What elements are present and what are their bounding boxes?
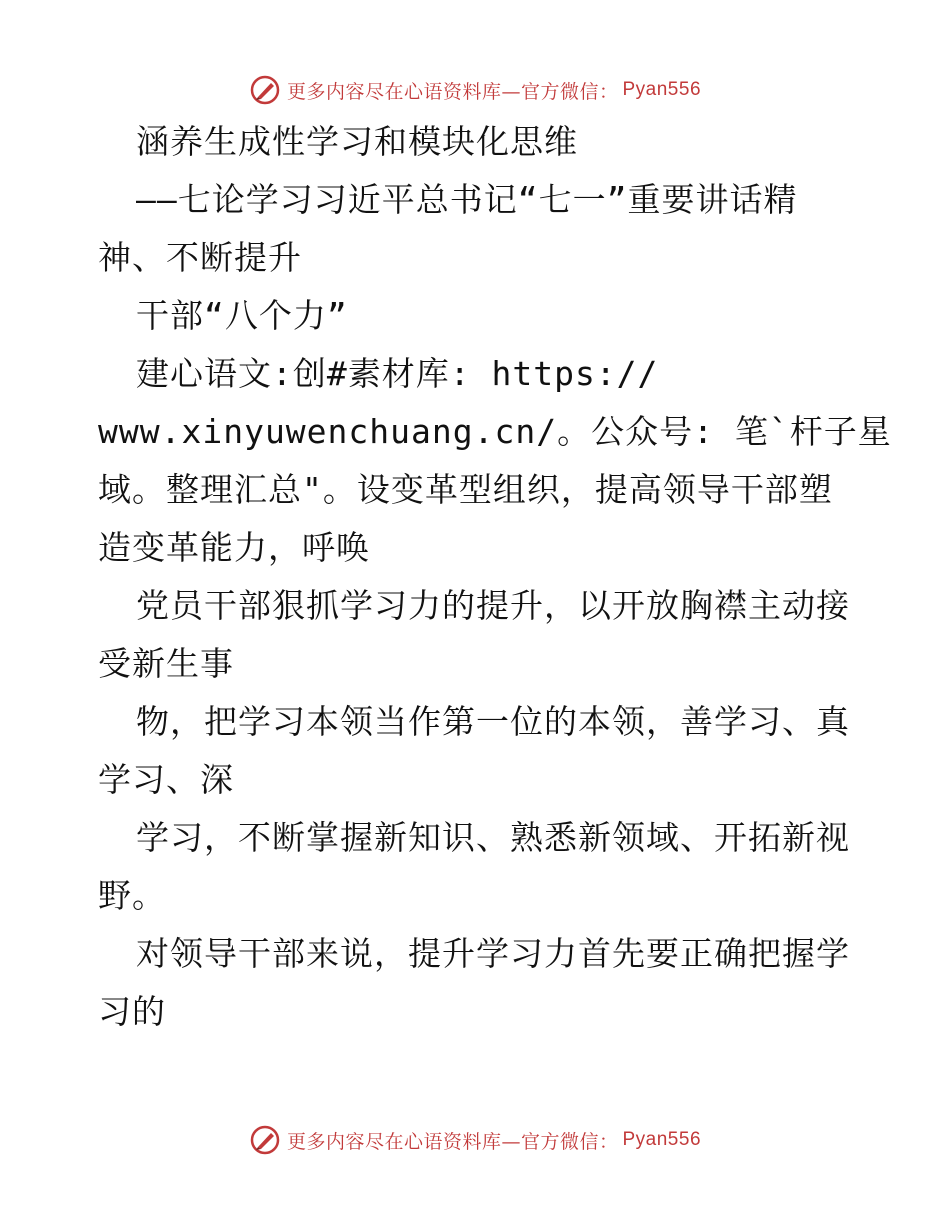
document-body bbox=[98, 113, 892, 1041]
banner-text: 更多内容尽在心语资料库—官方微信： bbox=[286, 80, 619, 103]
paragraph-line: 域。整理汇总"。设变革型组织，提高领导干部塑 bbox=[98, 470, 833, 509]
doc-subtitle-line: ——七论学习习近平总书记“七一”重要讲话精 bbox=[136, 180, 798, 219]
paragraph-line: www.xinyuwenchuang.cn/。公众号: 笔`杆子星 bbox=[98, 412, 892, 451]
paragraph-line: 物，把学习本领当作第一位的本领，善学习、真 bbox=[136, 702, 850, 741]
paragraph-line: 造变革能力，呼唤 bbox=[98, 528, 370, 567]
header-banner bbox=[0, 70, 950, 110]
paragraph-line: 党员干部狠抓学习力的提升，以开放胸襟主动接 bbox=[136, 586, 850, 625]
banner-wechat-id: Pyan556 bbox=[622, 1129, 702, 1150]
pen-logo-icon bbox=[249, 1124, 281, 1156]
footer-banner bbox=[0, 1120, 950, 1160]
pen-logo-icon bbox=[249, 74, 281, 106]
paragraph-line: 学习，不断掌握新知识、熟悉新领域、开拓新视 bbox=[136, 818, 850, 857]
paragraph-line: 野。 bbox=[98, 876, 166, 915]
paragraph-line: 对领导干部来说，提升学习力首先要正确把握学 bbox=[136, 934, 850, 973]
doc-subtitle-line: 干部“八个力” bbox=[136, 296, 348, 335]
banner-text: 更多内容尽在心语资料库—官方微信： bbox=[286, 1130, 619, 1153]
doc-title: 涵养生成性学习和模块化思维 bbox=[136, 122, 578, 161]
paragraph-line: 学习、深 bbox=[98, 760, 234, 799]
paragraph-line: 建心语文:创#素材库: https:// bbox=[136, 354, 659, 393]
paragraph-line: 习的 bbox=[98, 992, 166, 1031]
banner-wechat-id: Pyan556 bbox=[622, 79, 702, 100]
paragraph-line: 受新生事 bbox=[98, 644, 234, 683]
doc-subtitle-line: 神、不断提升 bbox=[98, 238, 302, 277]
